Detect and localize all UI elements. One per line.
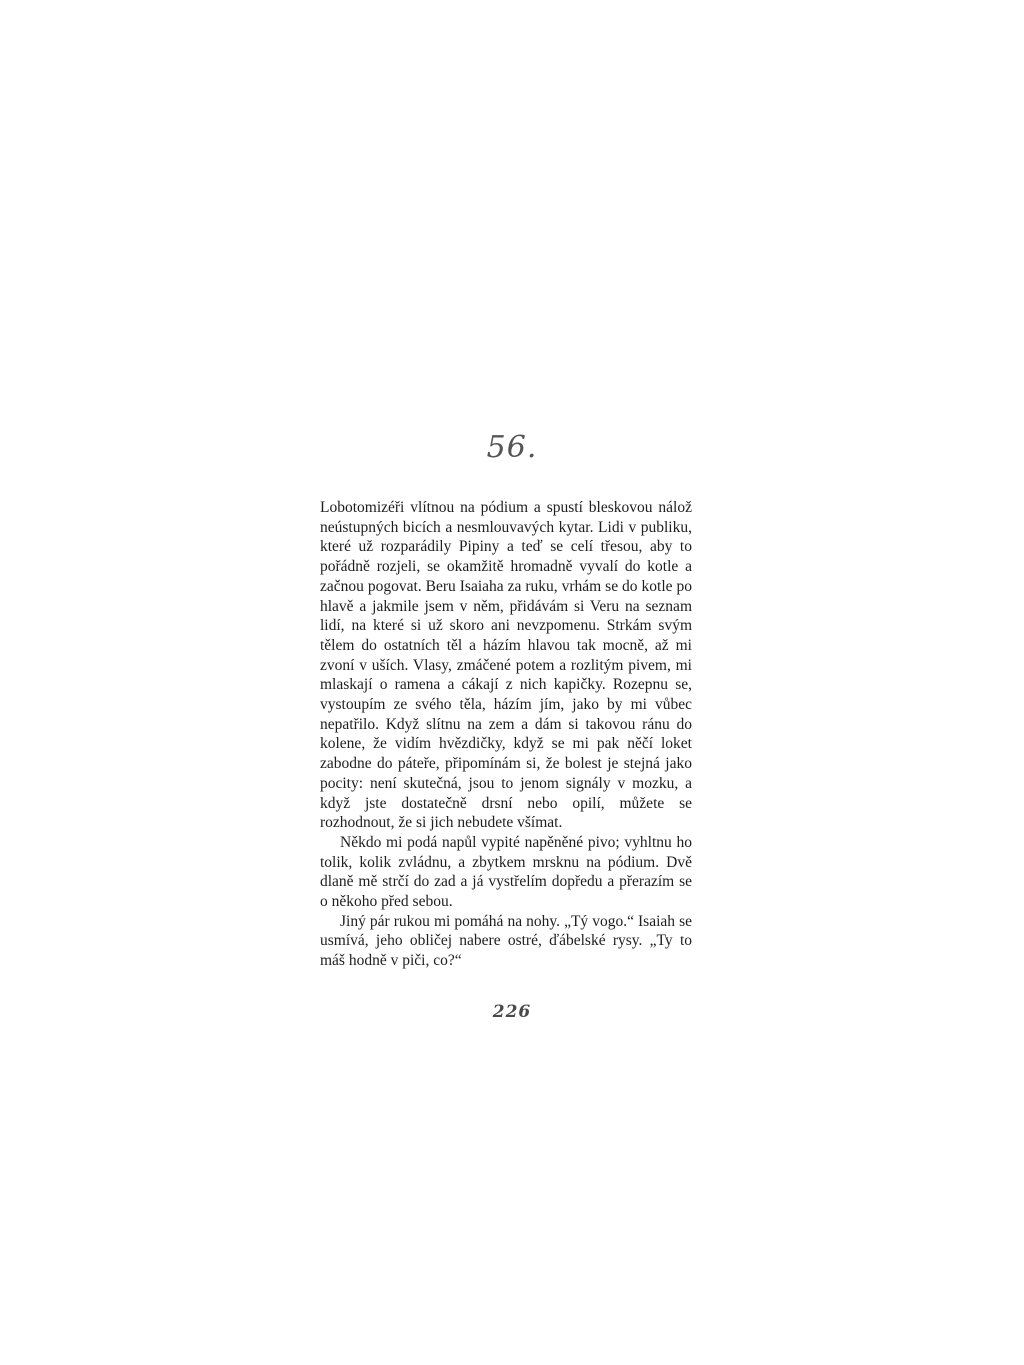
chapter-number: 56.	[486, 430, 538, 465]
paragraph: Lobotomizéři vlítnou na pódium a spustí bleskovou nálož neústupných bicích a nesmlouvavých kytar. Lidi v publiku, které už rozparádily Pipiny a teď se celí třesou, aby to pořádně rozjeli, se okamžitě hromadně vyvalí do kotle a začnou pogovat. Beru Isaiaha za ruku, vrhám se do kotle po hlavě a jakmile jsem v něm, přidávám si Veru na seznam lidí, na které si už skoro ani nevzpomenu. Strkám svým tělem do ostatních těl a házím hlavou tak mocně, až mi zvoní v uších. Vlasy, zmáčené potem a rozlitým pivem, mi mlaskají o ramena a cákají z nich kapičky. Rozepnu se, vystoupím ze svého těla, házím jím, jako by mi vůbec nepatřilo. Když slítnu na zem a dám si takovou ránu do kolene, že vidím hvězdičky, když se mi pak něčí loket zabodne do páteře, připomínám si, že bolest je stejná jako pocity: není skutečná, jsou to jenom signály v mozku, a když jste dostatečně drsní nebo opilí, můžete se rozhodnout, že si jich nebudete všímat.	[320, 499, 692, 832]
paragraph: Jiný pár rukou mi pomáhá na nohy. „Tý vogo.“ Isaiah se usmívá, jeho obličej nabere ostré, ďábelské rysy. „Ty to máš hodně v piči, co?“	[320, 912, 692, 970]
page-number: 226	[492, 1002, 532, 1022]
chapter-body	[320, 498, 692, 971]
paragraph: Někdo mi podá napůl vypité napěněné pivo; vyhltnu ho tolik, kolik zvládnu, a zbytkem mrsknu na pódium. Dvě dlaně mě strčí do zad a já vystřelím dopředu a přerazím se o někoho před sebou.	[320, 833, 692, 911]
